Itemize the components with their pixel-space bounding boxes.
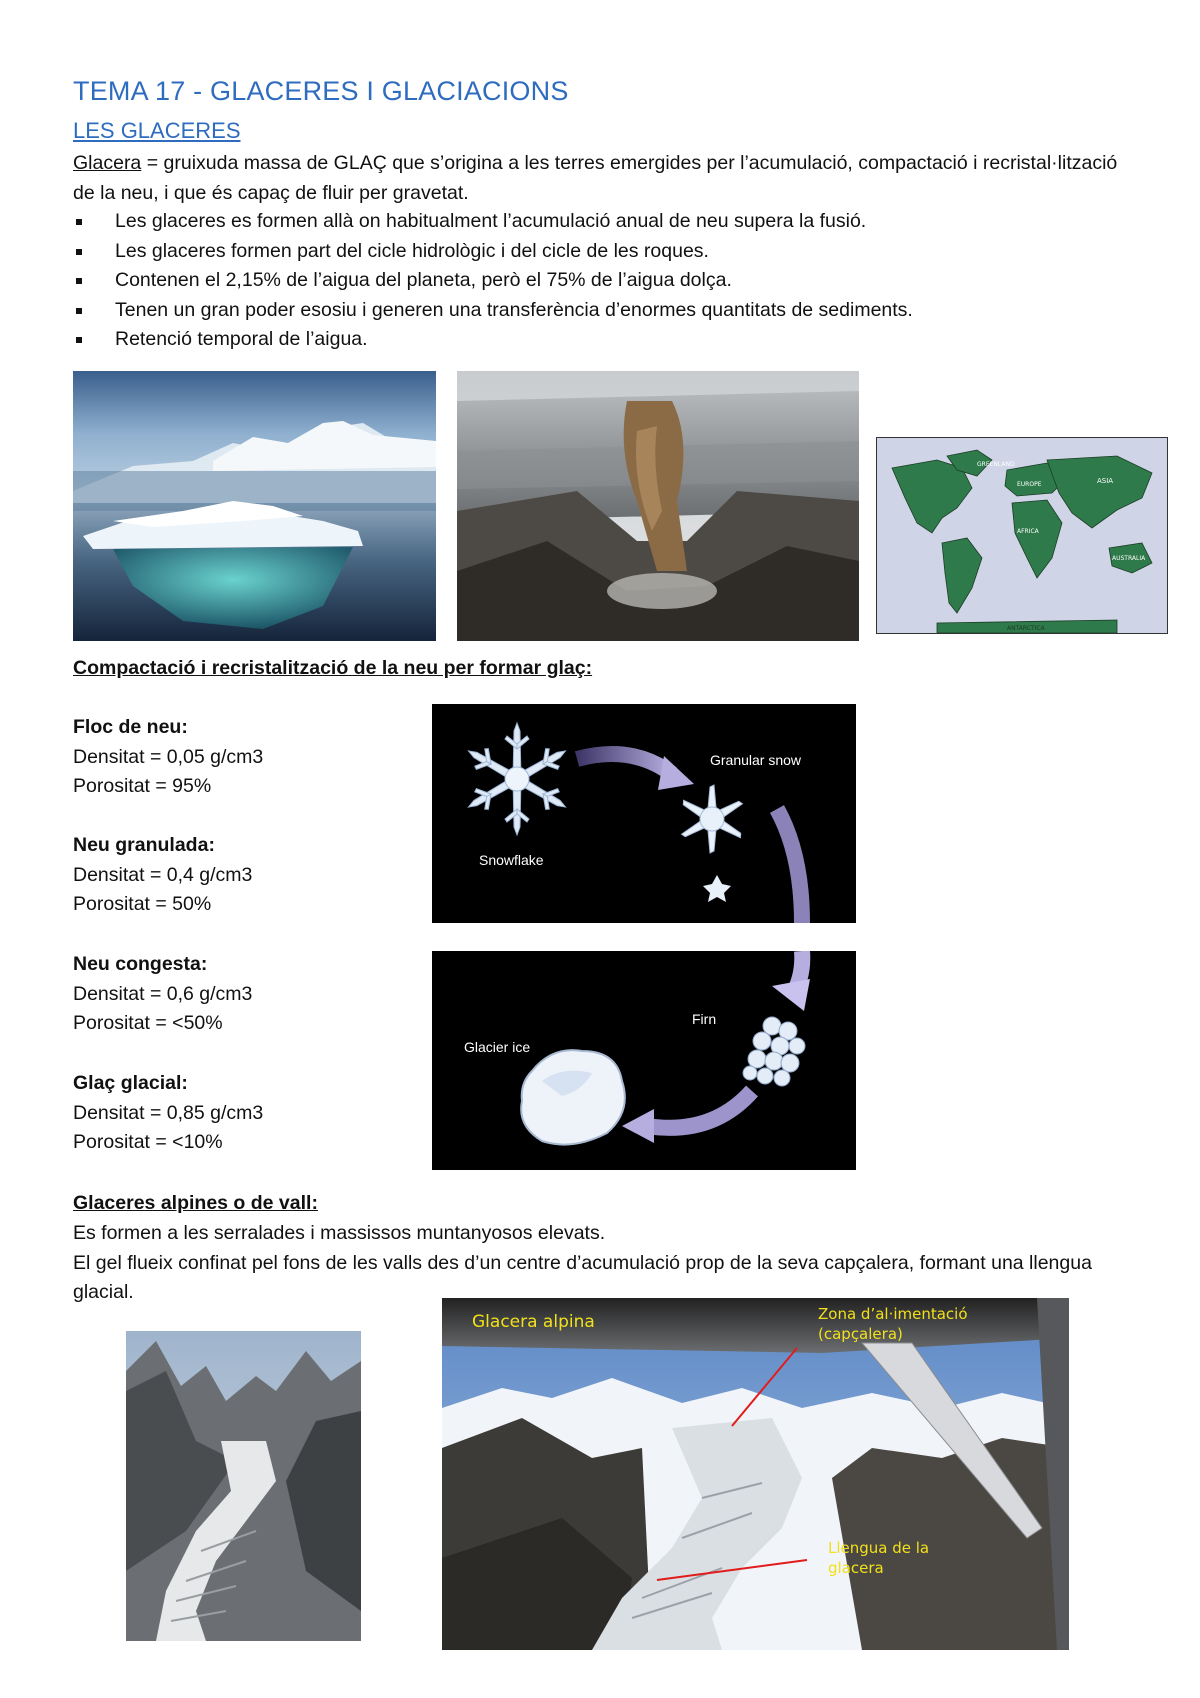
list-item: Tenen un gran poder esosiu i generen una transferència d’enormes quantitats de sediments. — [73, 296, 1133, 326]
alpine-heading: Glaceres alpines o de vall: — [73, 1192, 318, 1214]
definition-term: Glacera — [73, 152, 142, 174]
stage-density: Densitat = 0,85 g/cm3 — [73, 1101, 264, 1124]
alpine-text — [73, 1219, 1133, 1308]
stage-density: Densitat = 0,05 g/cm3 — [73, 745, 264, 768]
definition — [73, 149, 1133, 208]
snow-diagram-top — [432, 704, 856, 923]
alpine-line-1: Es formen a les serralades i massissos muntanyosos elevats. — [73, 1222, 606, 1244]
stage-porosity: Porositat = 95% — [73, 775, 212, 797]
map-label-europe: EUROPE — [1017, 481, 1042, 488]
map-label-asia: ASIA — [1097, 477, 1114, 485]
valley-glacier-photo — [126, 1331, 361, 1641]
stage-porosity: Porositat = 50% — [73, 893, 212, 915]
stage-density: Densitat = 0,6 g/cm3 — [73, 982, 253, 1005]
map-label-antarctica: ANTARCTICA — [1007, 625, 1045, 632]
stage-granular — [73, 831, 433, 920]
bullet-list — [73, 207, 1133, 355]
list-item: Les glaceres es formen allà on habitualment l’acumulació anual de neu supera la fusió. — [73, 207, 1133, 237]
list-item: Contenen el 2,15% de l’aigua del planeta, però el 75% de l’aigua dolça. — [73, 266, 1133, 296]
label-granular-snow: Granular snow — [710, 752, 802, 768]
label-accumulation-zone — [818, 1304, 968, 1344]
list-item: Retenció temporal de l’aigua. — [73, 325, 1133, 355]
label-tongue-line-2: glacera — [828, 1559, 884, 1577]
page-title: TEMA 17 - GLACERES I GLACIACIONS — [73, 76, 569, 106]
list-item: Les glaceres formen part del cicle hidrològic i del cicle de les roques. — [73, 237, 1133, 267]
stage-name: Neu congesta: — [73, 953, 208, 975]
label-glacier-ice: Glacier ice — [464, 1039, 531, 1055]
label-zone-line-1: Zona d’al·imentació — [818, 1305, 968, 1323]
label-zone-line-2: (capçalera) — [818, 1325, 903, 1343]
stage-firn — [73, 950, 433, 1039]
alpine-glacier-photo — [442, 1298, 1069, 1650]
label-snowflake: Snowflake — [479, 852, 544, 868]
iceberg-photo — [73, 371, 436, 641]
alpine-line-2: El gel flueix confinat pel fons de les valls des d’un centre d’acumulació prop de la seva capçalera, formant una llengua glacial. — [73, 1251, 1092, 1303]
label-alpine-glacier: Glacera alpina — [472, 1312, 595, 1332]
compaction-heading: Compactació i recristalització de la neu per formar glaç: — [73, 657, 593, 679]
stage-name: Glaç glacial: — [73, 1072, 188, 1094]
stage-snowflake — [73, 713, 433, 802]
map-label-australia: AUSTRALIA — [1112, 555, 1146, 562]
definition-text: = gruixuda massa de GLAÇ que s’origina a les terres emergides per l’acumulació, compactació i recristal·lització de la neu, i que és capaç de fluir per gravetat. — [73, 152, 1118, 204]
map-label-greenland: GREENLAND — [977, 461, 1015, 468]
snow-diagram-bottom — [432, 951, 856, 1170]
stage-name: Neu granulada: — [73, 834, 215, 856]
world-map-image — [876, 437, 1168, 634]
stage-density: Densitat = 0,4 g/cm3 — [73, 863, 253, 886]
map-label-africa: AFRICA — [1017, 528, 1039, 535]
stage-glacier-ice — [73, 1069, 433, 1158]
label-firn: Firn — [692, 1011, 717, 1027]
glacier-waterfall-photo — [457, 371, 859, 641]
label-tongue-line-1: Llengua de la — [828, 1539, 930, 1557]
stage-porosity: Porositat = <50% — [73, 1012, 223, 1034]
stage-porosity: Porositat = <10% — [73, 1131, 223, 1153]
section-subtitle: LES GLACERES — [73, 118, 241, 143]
label-glacier-tongue — [828, 1538, 929, 1578]
stage-name: Floc de neu: — [73, 716, 188, 738]
